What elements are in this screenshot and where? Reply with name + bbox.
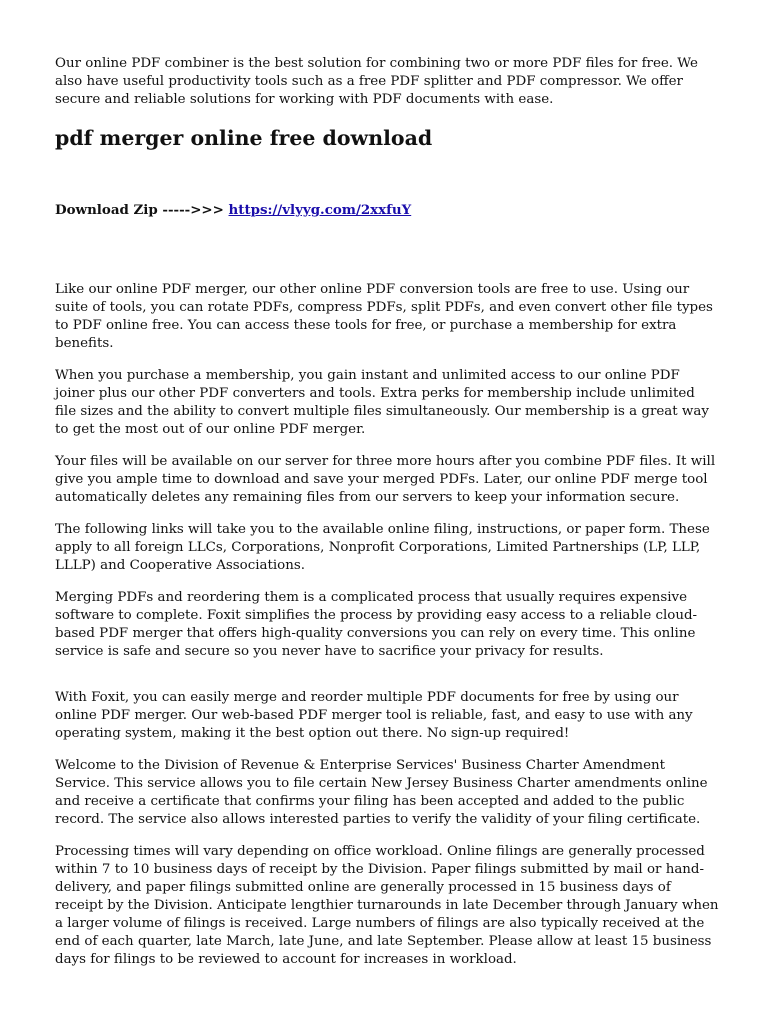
body-paragraph-3: Your files will be available on our server for three more hours after you combine PDF files. It will give you ample time to download and save your merged PDFs. Later, our online PDF merge tool automatically deletes any remaining files from our servers to keep your information secure.: [55, 454, 716, 505]
body-paragraph-7: Welcome to the Division of Revenue & Enterprise Services' Business Charter Amendment Service. This service allows you to file certain New Jersey Business Charter amendments online and receive a certificate that confirms your filing has been accepted and added to the public record. The service also allows interested parties to verify the validity of your filing certificate.: [55, 758, 708, 827]
body-paragraph-6: With Foxit, you can easily merge and reorder multiple PDF documents for free by using our online PDF merger. Our web-based PDF merger tool is reliable, fast, and easy to use with any operating system, making it the best option out there. No sign-up required!: [55, 690, 693, 741]
body-paragraph-2: When you purchase a membership, you gain instant and unlimited access to our online PDF joiner plus our other PDF converters and tools. Extra perks for membership include unlimited file sizes and the ability to convert multiple files simultaneously. Our membership is a great way to get the most out of our online PDF merger.: [55, 368, 709, 437]
body-paragraph-8: Processing times will vary depending on office workload. Online filings are generally processed within 7 to 10 business days of receipt by the Division. Paper filings submitted by mail or hand-delivery, and paper filings submitted online are generally processed in 15 business days of receipt by the Division. Anticipate lengthier turnarounds in late December through January when a larger volume of filings is received. Large numbers of filings are also typically received at the end of each quarter, late March, late June, and late September. Please allow at least 15 business days for filings to be reviewed to account for increases in workload.: [55, 844, 719, 967]
download-line: [55, 201, 720, 219]
page-title: pdf merger online free download: [55, 126, 433, 150]
intro-paragraph: Our online PDF combiner is the best solution for combining two or more PDF files for free. We also have useful productivity tools such as a free PDF splitter and PDF compressor. We offer secure and reliable solutions for working with PDF documents with ease.: [55, 56, 698, 107]
body-paragraph-4: The following links will take you to the available online filing, instructions, or paper form. These apply to all foreign LLCs, Corporations, Nonprofit Corporations, Limited Partnerships (LP, LLP, LLLP) and Cooperative Associations.: [55, 522, 710, 573]
body-paragraph-5: Merging PDFs and reordering them is a complicated process that usually requires expensive software to complete. Foxit simplifies the process by providing easy access to a reliable cloud-based PDF merger that offers high-quality conversions you can rely on every time. This online service is safe and secure so you never have to sacrifice your privacy for results.: [55, 590, 698, 659]
body-paragraph-1: Like our online PDF merger, our other online PDF conversion tools are free to use. Using our suite of tools, you can rotate PDFs, compress PDFs, split PDFs, and even convert other file types to PDF online free. You can access these tools for free, or purchase a membership for extra benefits.: [55, 282, 713, 351]
download-link[interactable]: https://vlyyg.com/2xxfuY: [228, 202, 412, 218]
document-page: [55, 55, 720, 969]
download-label: Download Zip ----->>>: [55, 202, 229, 218]
